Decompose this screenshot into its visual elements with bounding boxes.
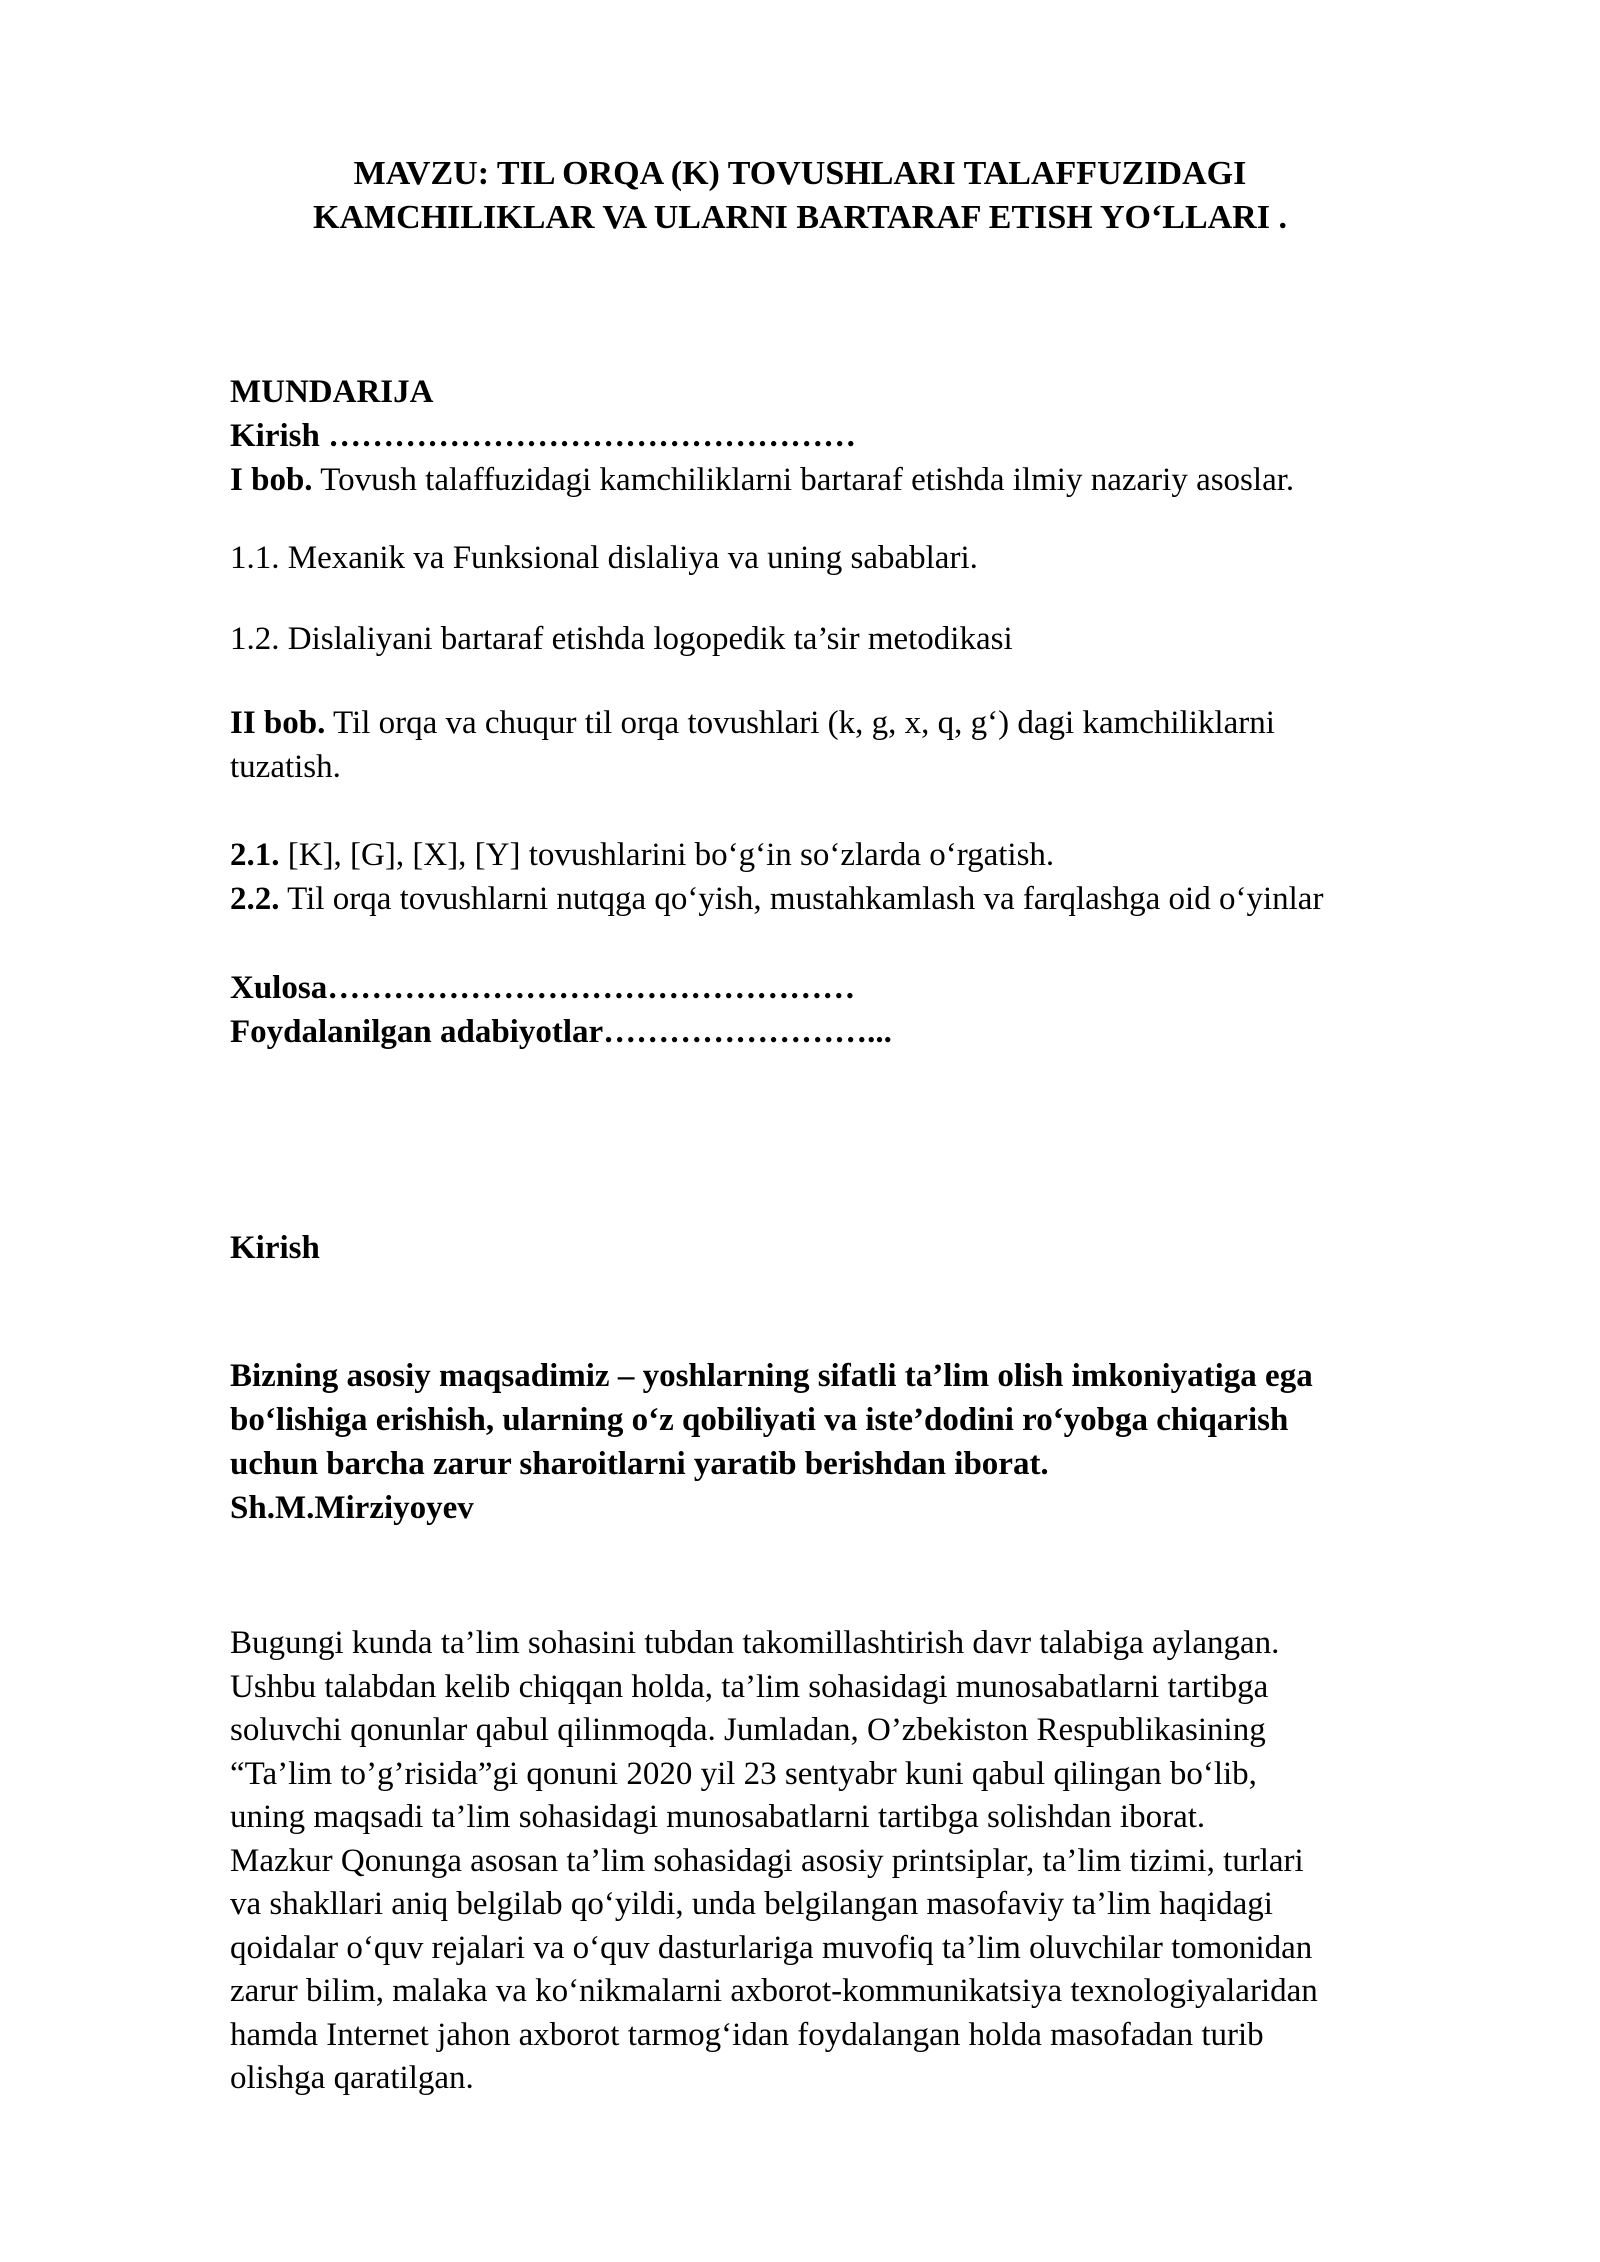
epigraph-line: Bizning asosiy maqsadimiz – yoshlarning sifatli ta’lim olish imkoniyatiga ega [230, 1358, 1313, 1394]
epigraph-line: uchun barcha zarur sharoitlarni yaratib berishdan iborat. [230, 1446, 1049, 1482]
table-of-contents [230, 370, 1500, 502]
toc-end-items [230, 966, 1500, 1054]
toc-item-section-2-2: 2.2. Til orqa tovushlarni nutqga qo‘yish, mustahkamlash va farqlashga oid o‘yinlar [230, 881, 1324, 917]
toc-item-adabiyotlar: Foydalanilgan adabiyotlar……………………... [230, 1014, 892, 1050]
paragraph-line: “Ta’lim to’g’risida”gi qonuni 2020 yil 23 sentyabr kuni qabul qilingan bo‘lib, [230, 1755, 1257, 1792]
paragraph-line: uning maqsadi ta’lim sohasidagi munosabatlarni tartibga solishdan iborat. [230, 1799, 1206, 1835]
toc-item-xulosa: Xulosa………………………………………… [230, 970, 856, 1006]
paragraph-line: Mazkur Qonunga asosan ta’lim sohasidagi asosiy printsiplar, ta’lim tizimi, turlari [230, 1842, 1304, 1879]
toc-heading: MUNDARIJA [230, 374, 434, 410]
paragraph-line: va shakllari aniq belgilab qo‘yildi, unda belgilangan masofaviy ta’lim haqidagi [230, 1886, 1273, 1922]
intro-heading: Kirish [230, 1230, 320, 1266]
toc-item-kirish: Kirish ………………………………………… [230, 418, 857, 454]
epigraph-line: bo‘lishiga erishish, ularning o‘z qobiliyati va iste’dodini ro‘yobga chiqarish [230, 1402, 1289, 1438]
toc-item-section-1-2: 1.2. Dislaliyani bartaraf etishda logopedik ta’sir metodikasi [230, 621, 1013, 657]
paragraph-line: Ushbu talabdan kelib chiqqan holda, ta’lim sohasidagi munosabatlarni tartibga [230, 1668, 1269, 1705]
toc-item-chapter-1: I bob. Tovush talaffuzidagi kamchiliklarni bartaraf etishda ilmiy nazariy asoslar. [230, 462, 1295, 498]
epigraph [230, 1354, 1500, 1530]
paragraph-line: hamda Internet jahon axborot tarmog‘idan foydalangan holda masofadan turib [230, 2016, 1264, 2053]
paragraph-line: qoidalar o‘quv rejalari va o‘quv dasturlariga muvofiq ta’lim oluvchilar tomonidan [230, 1929, 1313, 1966]
toc-chapter-2-sections [230, 833, 1500, 921]
document-title [0, 152, 1600, 240]
epigraph-author: Sh.M.Mirziyoyev [230, 1490, 474, 1526]
title-line-1: MAVZU: TIL ORQA (K) TOVUSHLARI TALAFFUZIDAGI [353, 155, 1247, 192]
intro-paragraph [230, 1622, 1530, 2101]
paragraph-line: zarur bilim, malaka va ko‘nikmalarni axborot-kommunikatsiya texnologiyalaridan [230, 1973, 1318, 2009]
paragraph-line: Bugungi kunda ta’lim sohasini tubdan takomillashtirish davr talabiga aylangan. [230, 1625, 1280, 1661]
title-line-2: KAMCHILIKLAR VA ULARNI BARTARAF ETISH YO‘LLARI . [313, 199, 1287, 236]
paragraph-line: olishga qaratilgan. [230, 2060, 474, 2096]
paragraph-line: soluvchi qonunlar qabul qilinmoqda. Jumladan, O’zbekiston Respublikasining [230, 1712, 1266, 1748]
toc-item-section-1-1: 1.1. Mexanik va Funksional dislaliya va uning sabablari. [230, 540, 978, 576]
toc-item-section-2-1: 2.1. [K], [G], [X], [Y] tovushlarini bo‘g‘in so‘zlarda o‘rgatish. [230, 837, 1055, 873]
toc-item-chapter-2: II bob. Til orqa va chuqur til orqa tovushlari (k, g, x, q, g‘) dagi kamchiliklarni tuzatish. [230, 705, 1275, 785]
